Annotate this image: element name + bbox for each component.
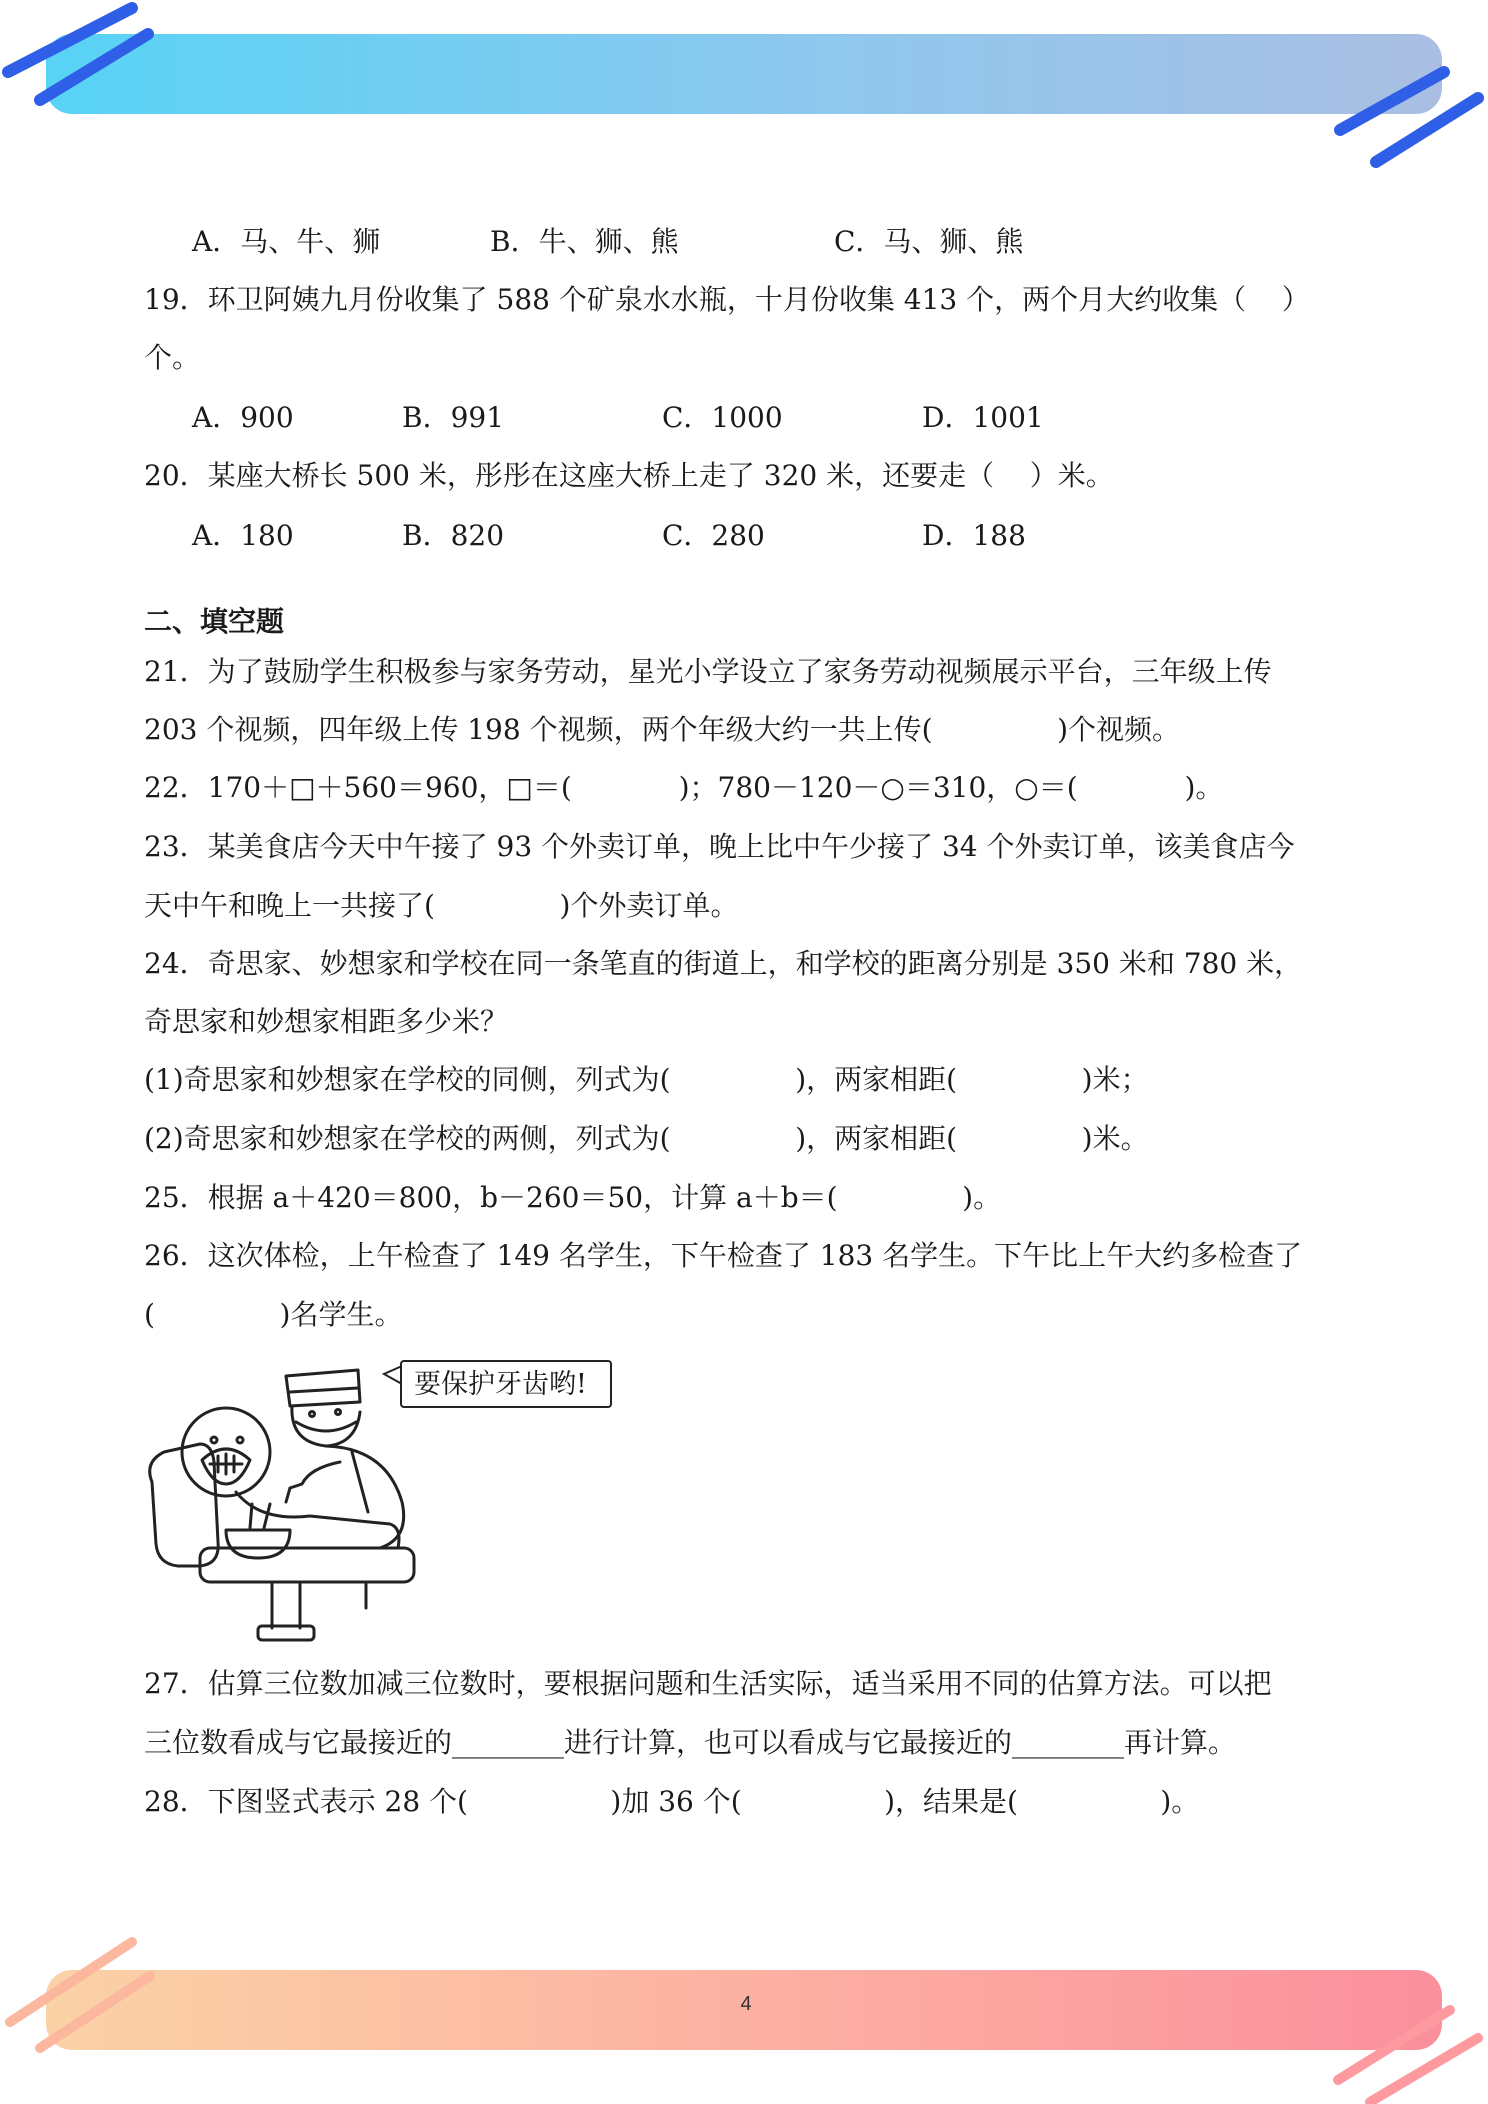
q24-text-line2: 奇思家和妙想家相距多少米？ <box>144 1005 509 1038</box>
q25-text-line1: 25．根据 a＋420＝800，b－260＝50，计算 a＋b＝( )。 <box>144 1181 1002 1214</box>
q27-text-line2: 三位数看成与它最接近的________进行计算，也可以看成与它最接近的________再计算。 <box>144 1726 1237 1759</box>
section-heading-fill-in: 二、填空题 <box>144 605 285 638</box>
q19-option-c: C．1000 <box>662 401 783 434</box>
q18-option-b: B．牛、狮、熊 <box>490 225 679 258</box>
q28-text-line1: 28．下图竖式表示 28 个( )加 36 个( )，结果是( )。 <box>144 1785 1200 1818</box>
q21-text-line2: 203 个视频，四年级上传 198 个视频，两个年级大约一共上传( )个视频。 <box>144 713 1181 746</box>
q27-text-line1: 27．估算三位数加减三位数时，要根据问题和生活实际，适当采用不同的估算方法。可以把 <box>144 1667 1272 1700</box>
q22-text-line1: 22．170＋□＋560＝960，□＝( )；780－120－○＝310，○＝( )。 <box>144 771 1224 804</box>
footer-left-stripes <box>0 1930 170 2060</box>
q20-text-line1: 20．某座大桥长 500 米，彤彤在这座大桥上走了 320 米，还要走（ ）米。 <box>144 459 1114 492</box>
header-right-stripes <box>1320 50 1488 180</box>
speech-bubble: 要保护牙齿哟! <box>400 1360 612 1408</box>
q19-option-a: A．900 <box>192 401 294 434</box>
q21-text-line1: 21．为了鼓励学生积极参与家务劳动，星光小学设立了家务劳动视频展示平台，三年级上传 <box>144 655 1272 688</box>
q23-text-line1: 23．某美食店今天中午接了 93 个外卖订单，晚上比中午少接了 34 个外卖订单，该美食店今 <box>144 830 1295 863</box>
q19-text-line1: 19．环卫阿姨九月份收集了 588 个矿泉水水瓶，十月份收集 413 个，两个月大约收集（ ） <box>144 283 1310 316</box>
header-banner <box>46 34 1442 114</box>
q18-option-c: C．马、狮、熊 <box>834 225 1024 258</box>
footer-right-stripes <box>1318 1990 1488 2104</box>
page-number: 4 <box>740 1993 752 2015</box>
q19-option-b: B．991 <box>402 401 505 434</box>
q20-option-a: A．180 <box>192 519 294 552</box>
q19-text-line2: 个。 <box>144 341 201 374</box>
q20-option-c: C．280 <box>662 519 765 552</box>
q18-option-a: A．马、牛、狮 <box>192 225 381 258</box>
q24-text-line4: (2)奇思家和妙想家在学校的两侧，列式为( )，两家相距( )米。 <box>144 1122 1149 1155</box>
header-left-stripes <box>0 0 180 110</box>
dentist-illustration <box>140 1352 430 1652</box>
q23-text-line2: 天中午和晚上一共接了( )个外卖订单。 <box>144 889 739 922</box>
q24-text-line3: (1)奇思家和妙想家在学校的同侧，列式为( )，两家相距( )米； <box>144 1063 1149 1096</box>
q20-option-d: D．188 <box>922 519 1026 552</box>
q20-option-b: B．820 <box>402 519 505 552</box>
q19-option-d: D．1001 <box>922 401 1044 434</box>
q26-text-line2: ( )名学生。 <box>144 1298 403 1331</box>
q24-text-line1: 24．奇思家、妙想家和学校在同一条笔直的街道上，和学校的距离分别是 350 米和 780 米， <box>144 947 1303 980</box>
q26-text-line1: 26．这次体检，上午检查了 149 名学生，下午检查了 183 名学生。下午比上午大约多检查了 <box>144 1239 1303 1272</box>
